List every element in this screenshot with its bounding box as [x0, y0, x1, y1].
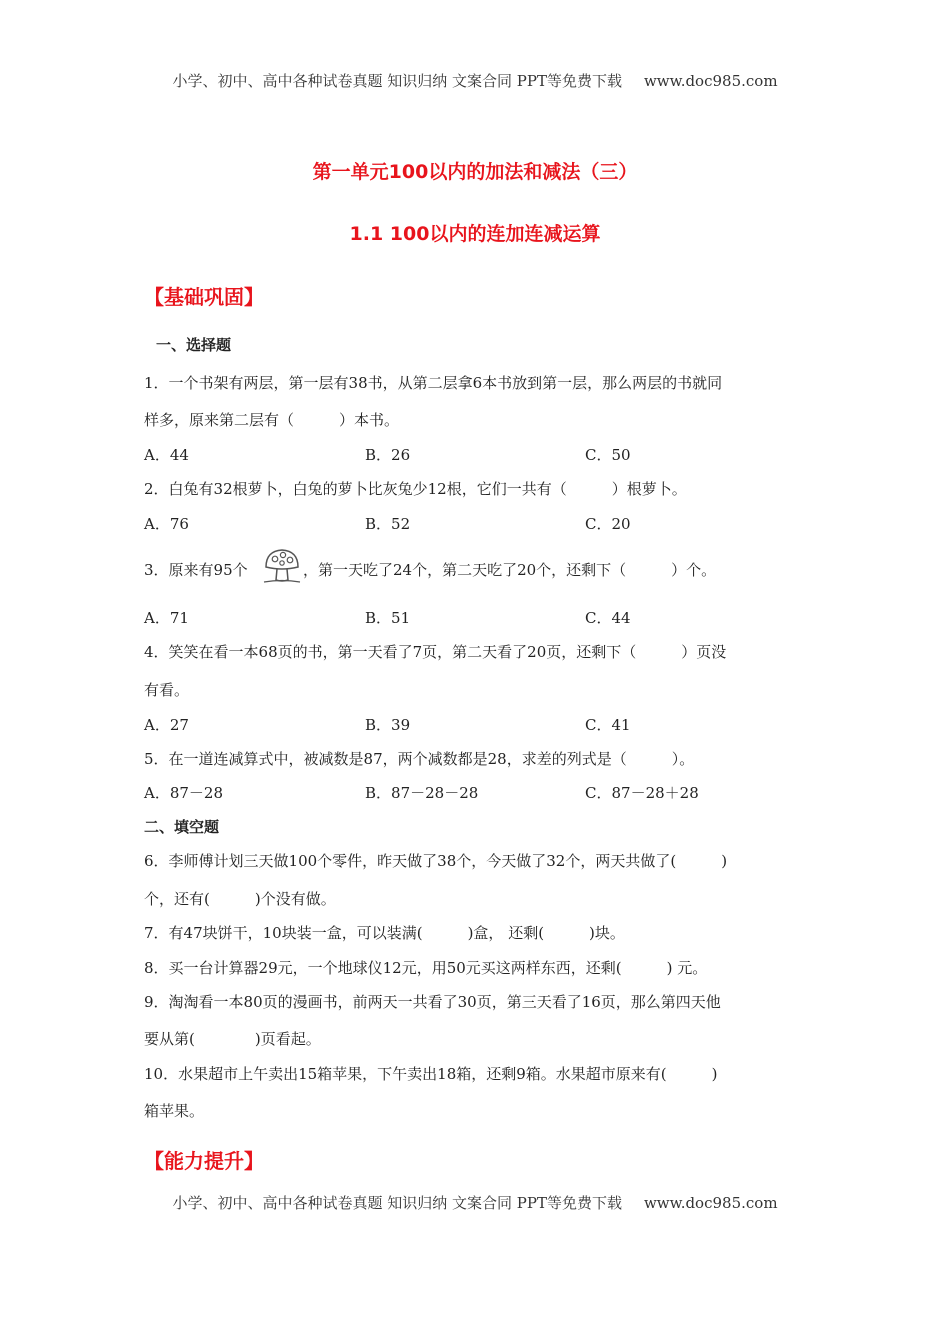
mushroom-icon	[262, 545, 302, 585]
question-1-line-2: 样多，原来第二层有（ ）本书。	[144, 411, 400, 429]
page-footer	[0, 1192, 950, 1213]
question-4-line-1: 4．笑笑在看一本68页的书，第一天看了7页，第二天看了20页，还剩下（ ）页没	[144, 643, 727, 661]
question-5-option-b: B．87－28－28	[365, 784, 479, 802]
question-5-option-c: C．87－28＋28	[585, 784, 699, 802]
question-6-line-2: 个，还有( )个没有做。	[144, 890, 336, 908]
heading-basic: 【基础巩固】	[144, 285, 264, 309]
question-9-line-1: 9．淘淘看一本80页的漫画书，前两天一共看了30页，第三天看了16页，那么第四天他	[144, 993, 721, 1011]
question-5-line-1: 5．在一道连减算式中，被减数是87，两个减数都是28，求差的列式是（ ）。	[144, 750, 695, 768]
question-3-option-a: A．71	[144, 609, 189, 627]
unit-title: 第一单元100以内的加法和减法（三）	[312, 161, 638, 183]
question-3-option-b: B．51	[365, 609, 411, 627]
question-3-option-c: C．44	[585, 609, 631, 627]
question-9-line-2: 要从第( )页看起。	[144, 1030, 321, 1048]
header-text: 小学、初中、高中各种试卷真题 知识归纳 文案合同 PPT等免费下载	[172, 72, 622, 90]
footer-text: 小学、初中、高中各种试卷真题 知识归纳 文案合同 PPT等免费下载	[172, 1194, 622, 1212]
question-4-option-a: A．27	[144, 716, 189, 734]
question-1-option-b: B．26	[365, 446, 411, 464]
section-fill-heading: 二、填空题	[144, 818, 220, 836]
question-3-line-post: ，第一天吃了24个，第二天吃了20个，还剩下（ ）个。	[303, 561, 717, 579]
question-8-line-1: 8．买一台计算器29元，一个地球仪12元，用50元买这两样东西，还剩( ) 元。	[144, 959, 708, 977]
question-2-line-1: 2．白兔有32根萝卜，白兔的萝卜比灰兔少12根，它们一共有（ ）根萝卜。	[144, 480, 687, 498]
question-6-line-1: 6．李师傅计划三天做100个零件，昨天做了38个，今天做了32个，两天共做了( )	[144, 852, 728, 870]
page-header	[0, 70, 950, 91]
question-4-option-c: C．41	[585, 716, 631, 734]
question-1-option-c: C．50	[585, 446, 631, 464]
question-10-line-1: 10．水果超市上午卖出15箱苹果，下午卖出18箱，还剩9箱。水果超市原来有( )	[144, 1065, 718, 1083]
question-3-line-pre: 3．原来有95个	[144, 561, 248, 579]
question-2-option-b: B．52	[365, 515, 411, 533]
question-5-option-a: A．87－28	[144, 784, 224, 802]
lesson-title: 1.1 100以内的连加连减运算	[349, 223, 601, 245]
question-7-line-1: 7．有47块饼干，10块装一盒，可以装满( )盒， 还剩( )块。	[144, 924, 625, 942]
question-4-line-2: 有看。	[144, 681, 190, 699]
question-2-option-a: A．76	[144, 515, 189, 533]
question-1-option-a: A．44	[144, 446, 189, 464]
question-10-line-2: 箱苹果。	[144, 1102, 205, 1120]
header-site-link[interactable]: www.doc985.com	[643, 72, 778, 90]
question-2-option-c: C．20	[585, 515, 631, 533]
section-choice-heading: 一、选择题	[156, 336, 232, 354]
question-4-option-b: B．39	[365, 716, 411, 734]
heading-advanced: 【能力提升】	[144, 1149, 264, 1173]
question-1-line-1: 1．一个书架有两层，第一层有38书，从第二层拿6本书放到第一层，那么两层的书就同	[144, 374, 723, 392]
footer-site-link[interactable]: www.doc985.com	[643, 1194, 778, 1212]
